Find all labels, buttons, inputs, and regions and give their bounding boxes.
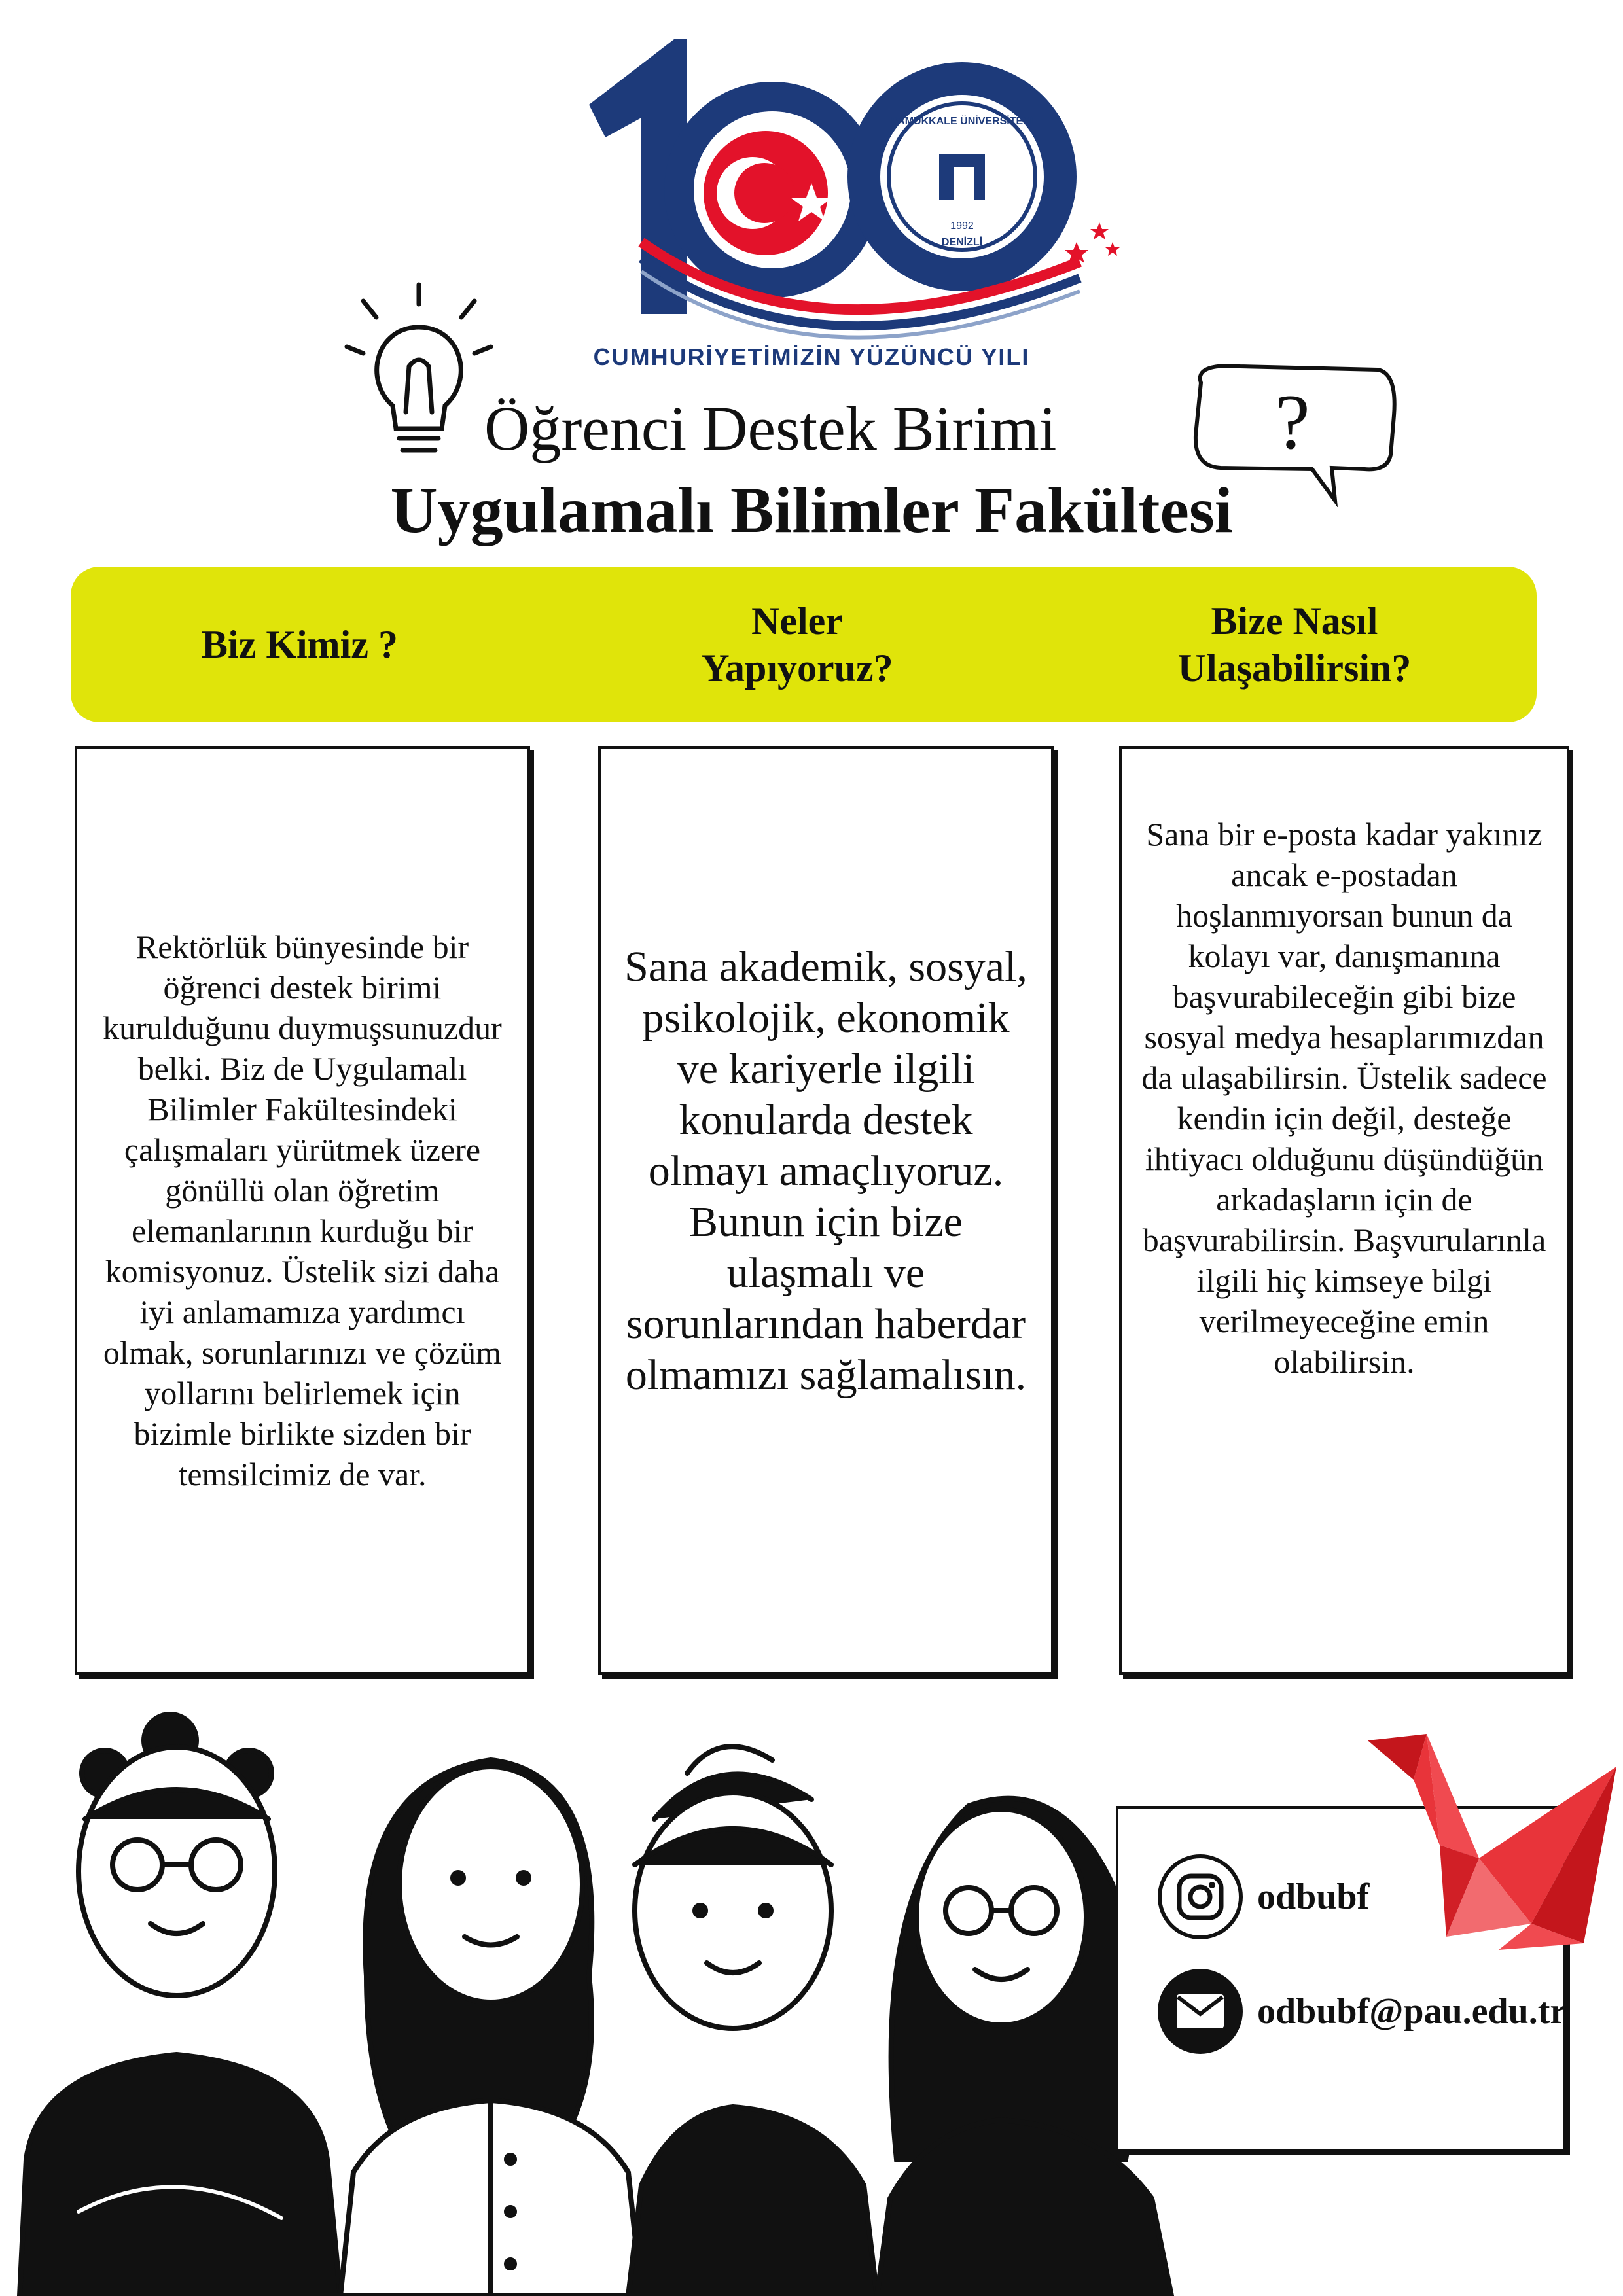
instagram-icon[interactable] [1158, 1854, 1243, 1939]
seal-city: DENİZLİ [941, 237, 983, 248]
heading-how-to-reach [1065, 567, 1524, 722]
how-to-reach-text: Sana bir e-posta kadar yakınız ancak e-postadan hoşlanmıyorsan bunun da kolayı var, danışmanına başvurabileceğin gibi bize sosyal medya hesaplarımızdan da ulaşabilirsin. Üstelik sadece kendin için değil, desteğe ihtiyacı olduğunu düşündüğün arkadaşların için de başvurabilirsin. Başvurularınla ilgili hiç kimseye bilgi verilmeyeceğine emin olabilirsin. [1141, 816, 1547, 1380]
page-title: Öğrenci Destek Birimi [484, 393, 1057, 463]
who-we-are-box [75, 746, 530, 1675]
centennial-logo [543, 26, 1132, 366]
seal-year: 1992 [950, 221, 974, 232]
what-we-do-text: Sana akademik, sosyal, psikolojik, ekonomik ve kariyerle ilgili konularda destek olmayı amaçlıyoruz. Bunun için bize ulaşmalı ve sorunlarından haberdar olmamızı sağlamalısın. [624, 943, 1027, 1399]
heading-what-we-do [568, 567, 1026, 722]
instagram-handle[interactable]: odbubf [1257, 1877, 1370, 1917]
email-address[interactable]: odbubf@pau.edu.tr [1257, 1991, 1567, 2032]
heading-who-we-are: Biz Kimiz ? [202, 623, 398, 666]
origami-crane-icon [1368, 1727, 1616, 1963]
who-we-are-text: Rektörlük bünyesinde bir öğrenci destek birimi kurulduğunu duymuşsunuzdur belki. Biz de Uygulamalı Bilimler Fakültesindeki çalışmaları yürütmek üzere gönüllü olan öğretim elemanlarının kurduğu bir komisyonuz. Üstelik sizi daha iyi anlamamıza yardımcı olmak, sorunlarınızı ve çözüm yollarını belirlemek için bizimle birlikte sizden bir temsilcimiz de var. [103, 928, 502, 1492]
question-mark: ? [1275, 378, 1310, 465]
mail-icon[interactable] [1158, 1969, 1243, 2054]
email-row[interactable] [1158, 1969, 1566, 2054]
section-header-band [71, 567, 1537, 722]
page-subtitle: Uygulamalı Bilimler Fakültesi [390, 474, 1233, 546]
instagram-glyph [1174, 1871, 1226, 1923]
heading-how-to-reach-text: Bize Nasıl Ulaşabilirsin? [1177, 599, 1412, 690]
heading-what-we-do-text: Neler Yapıyoruz? [701, 599, 893, 690]
seal-university-name: PAMUKKALE ÜNİVERSİTESİ [891, 116, 1033, 127]
how-to-reach-box [1119, 746, 1569, 1675]
logo-tagline: CUMHURİYETİMİZİN YÜZÜNCÜ YILI [593, 344, 1030, 370]
students-illustration [0, 1701, 1283, 2296]
instagram-row[interactable] [1158, 1854, 1369, 1939]
light-bulb-icon [337, 281, 501, 465]
what-we-do-box [598, 746, 1054, 1675]
envelope-glyph [1174, 1992, 1226, 2031]
